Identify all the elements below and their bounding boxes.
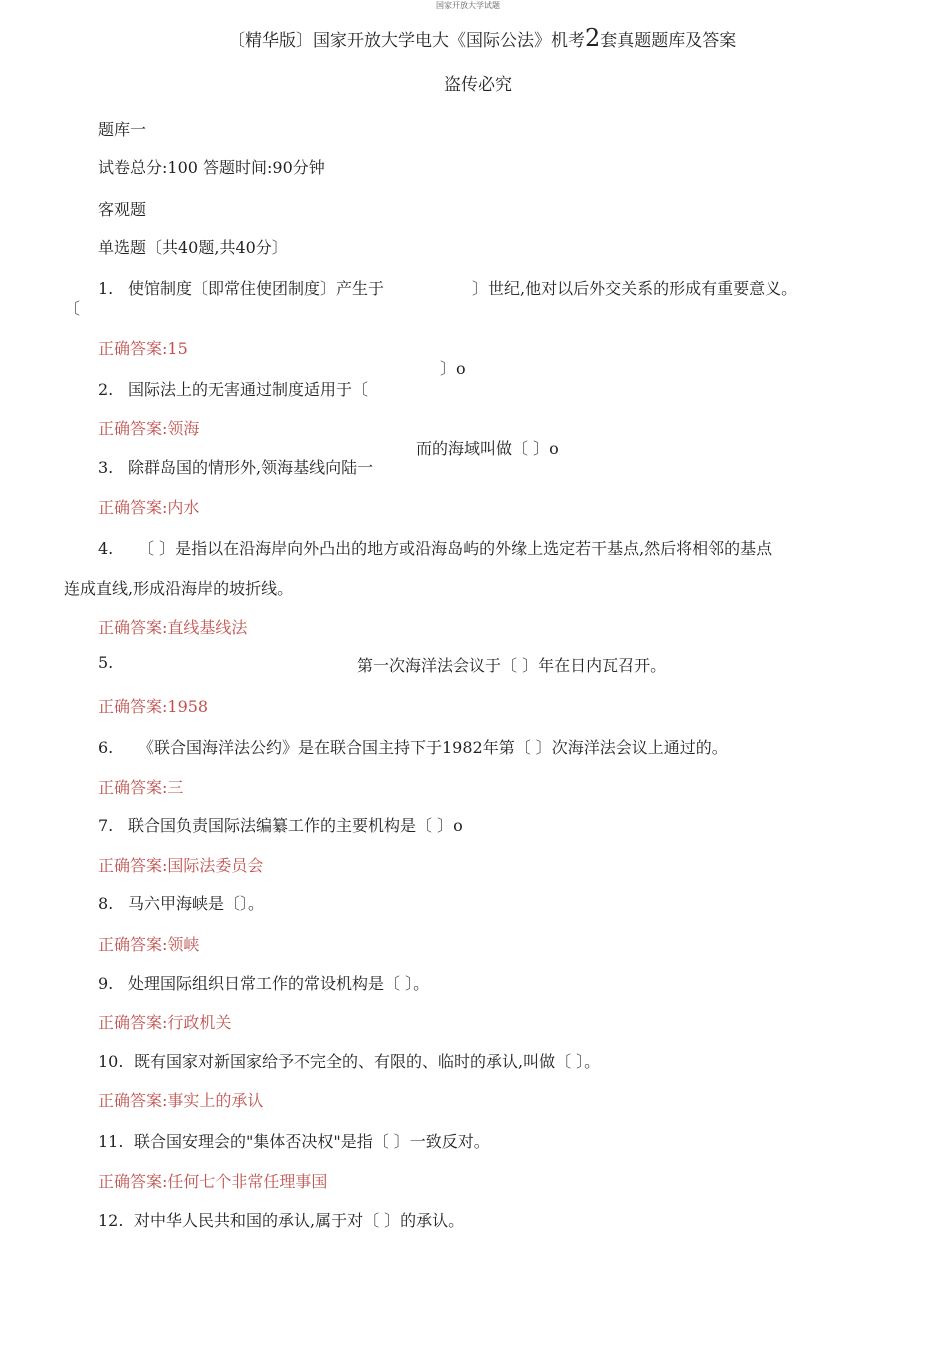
question-item — [98, 1049, 600, 1072]
document-title — [228, 24, 736, 52]
question-text: 国际法上的无害通过制度适用于〔 — [128, 380, 369, 399]
question-number: 4. — [98, 539, 114, 558]
exam-meta: 试卷总分:100 答题时间:90分钟 — [98, 158, 325, 177]
question-item — [98, 813, 463, 836]
question-number: 12. — [98, 1211, 124, 1230]
question-number: 10. — [98, 1052, 124, 1071]
question-float-fragment: 而的海域叫做〔 〕o — [416, 439, 559, 458]
answer-line: 正确答案:行政机关 — [98, 1013, 232, 1032]
question-item — [98, 536, 772, 559]
question-number: 11. — [98, 1132, 124, 1151]
question-number: 3. — [98, 458, 114, 477]
answer-line: 正确答案:直线基线法 — [98, 618, 248, 637]
running-head: 国家开放大学试题 — [436, 1, 500, 10]
question-type-heading: 客观题 — [98, 200, 147, 219]
question-item — [98, 455, 373, 478]
question-item — [98, 377, 368, 400]
question-text: 对中华人民共和国的承认,属于对〔 〕的承认。 — [134, 1211, 465, 1230]
document-subtitle: 盗传必究 — [444, 75, 512, 95]
title-suffix: 套真题题库及答案 — [600, 31, 737, 51]
answer-line: 正确答案:国际法委员会 — [98, 856, 264, 875]
question-number: 5. — [98, 653, 114, 672]
question-wrap-line: 连成直线,形成沿海岸的坡折线。 — [64, 579, 294, 598]
question-item — [98, 891, 264, 914]
question-number: 1. — [98, 279, 114, 298]
question-item — [98, 1129, 490, 1152]
question-item — [98, 735, 728, 758]
question-wrap-line: 〔 — [64, 299, 81, 318]
question-bank-heading: 题库一 — [98, 120, 147, 139]
question-text: 马六甲海峡是〔〕。 — [128, 894, 265, 913]
answer-line: 正确答案:事实上的承认 — [98, 1091, 264, 1110]
question-float-fragment: 〕o — [440, 359, 466, 378]
question-text-tail: 〕世纪,他对以后外交关系的形成有重要意义。 — [472, 279, 798, 298]
answer-line: 正确答案:内水 — [98, 498, 200, 517]
title-prefix: 〔精华版〕国家开放大学电大《国际公法》机考 — [228, 31, 585, 51]
question-number: 7. — [98, 816, 114, 835]
question-number: 9. — [98, 974, 114, 993]
question-item — [98, 1208, 464, 1231]
answer-line: 正确答案:1958 — [98, 697, 209, 716]
answer-line: 正确答案:领峡 — [98, 935, 200, 954]
question-item — [98, 971, 429, 994]
question-text: 〔 〕是指以在沿海岸向外凸出的地方或沿海岛屿的外缘上选定若干基点,然后将相邻的基点 — [138, 539, 773, 558]
question-text: 除群岛国的情形外,领海基线向陆一 — [128, 458, 374, 477]
question-text: 联合国安理会的"集体否决权"是指〔 〕一致反对。 — [134, 1132, 490, 1151]
question-text: 使馆制度〔即常住使团制度〕产生于 — [128, 279, 385, 298]
answer-line: 正确答案:三 — [98, 778, 184, 797]
title-number: 2 — [585, 24, 601, 52]
question-text: 第一次海洋法会议于〔 〕年在日内瓦召开。 — [357, 656, 667, 675]
question-number: 2. — [98, 380, 114, 399]
question-text: 处理国际组织日常工作的常设机构是〔 〕。 — [128, 974, 430, 993]
answer-line: 正确答案:领海 — [98, 419, 200, 438]
question-group-heading: 单选题〔共40题,共40分〕 — [98, 238, 288, 257]
question-text: 既有国家对新国家给予不完全的、有限的、临时的承认,叫做〔 〕。 — [134, 1052, 601, 1071]
question-text: 《联合国海洋法公约》是在联合国主持下于1982年第〔 〕次海洋法会议上通过的。 — [138, 738, 728, 757]
answer-line: 正确答案:15 — [98, 339, 188, 358]
answer-line: 正确答案:任何七个非常任理事国 — [98, 1172, 328, 1191]
question-number: 8. — [98, 894, 114, 913]
question-item — [98, 276, 384, 299]
question-number: 6. — [98, 738, 114, 757]
question-text: 联合国负责国际法编纂工作的主要机构是〔 〕o — [128, 816, 463, 835]
